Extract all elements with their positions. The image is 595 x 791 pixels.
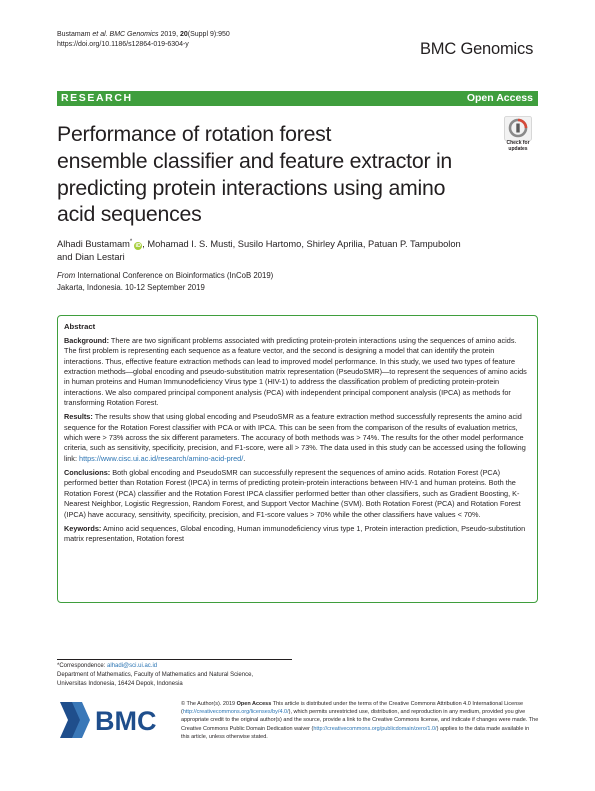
- license-text: ) applies to the data made available in this article, unless otherwise stated.: [181, 725, 530, 740]
- journal-name: BMC Genomics: [420, 40, 534, 58]
- title-line: ensemble classifier and feature extractor in: [57, 148, 453, 173]
- correspondence-line: [57, 662, 297, 671]
- abstract-box: [57, 315, 538, 603]
- citation-supplement: (Suppl 9):950: [187, 31, 230, 38]
- author-name: Alhadi Bustamam: [57, 239, 130, 250]
- abstract-results: [64, 412, 530, 464]
- open-access-label: Open Access: [466, 92, 533, 104]
- article-title: [57, 121, 497, 228]
- license-prefix: © The Author(s). 2019: [181, 701, 237, 707]
- results-end: .: [243, 453, 246, 463]
- affiliation-line: Universitas Indonesia, 16424 Depok, Indonesia: [57, 680, 183, 687]
- citation-line: [57, 30, 230, 40]
- keywords-label: Keywords:: [64, 523, 102, 533]
- abstract-conclusions: [64, 468, 530, 520]
- citation-volume: 20: [179, 31, 188, 38]
- license-text: This article is distributed under the terms of the Creative Commons Attribution 4.0 International License (: [181, 701, 524, 716]
- conference-name: International Conference on Bioinformatics (InCoB 2019): [75, 271, 274, 280]
- citation-authors: Bustamam: [57, 31, 93, 38]
- from-label: From: [57, 271, 76, 280]
- background-text: There are two significant problems associated with predicting protein-protein interactions using the sequences of amino acids. The first problem is representing each sequence as a feature vector, and the second is designing a model that can identify the protein interactions. Thus, effective feature extraction methods can lead to improved model performance. In this study, we used two types of feature extraction methods—global encoding and pseudo-substitution matrix representation (PseudoSMR)—to represent the sequences of amino acids in human proteins and Human Immunodeficiency Virus type 1 (HIV-1) to address the classification problem of predicting protein-protein interactions. We also compared principal component analysis (PCA) with independent principal component analysis (IPCA) as methods for transforming Rotation Forest.: [64, 336, 527, 408]
- author-names: , Mohamad I. S. Musti, Susilo Hartomo, Shirley Aprilia, Patuan P. Tampubolon: [142, 239, 461, 250]
- conference-location: Jakarta, Indonesia. 10-12 September 2019: [57, 282, 205, 292]
- results-text: The results show that using global encoding and PseudoSMR as a feature extraction method successfully represents the amino acid sequence for the Rotation Forest classifier with PCA or with IPCA. This can be seen from the comparison of the results of evaluation metrics, which were > 73% across the six different parameters. The accuracy of both methods was > 74%. The results for the other model performance criteria, such as sensitivity, specificity, precision, and F1-score, were all > 73%. The data used in this study can be accessed using the following link:: [64, 412, 526, 463]
- abstract-keywords: [64, 524, 530, 545]
- title-line: acid sequences: [57, 202, 202, 227]
- citation-journal: et al. BMC Genomics: [92, 31, 159, 38]
- license-statement: [181, 700, 539, 741]
- conclusions-text: Both global encoding and PseudoSMR can successfully represent the sequences of amino acids. Rotation Forest (PCA) performed better than Rotation Forest (IPCA) in terms of predicting protein-protein interactions between HIV-1 and human proteins. Both the Rotation Forest (PCA) classifier and the Rotation Forest IPCA classifier performed better than other classifiers, such as Gradient Boosting, K-Nearest Neighbor, Logistic Regression, Random Forest, and Support Vector Machine (SVM). Both Rotation Forest (PCA) and Rotation Forest (IPCA) have accuracy, sensitivity, specificity, precision, and F1-score values > 70% while the other classifiers have values < 70%.: [64, 468, 521, 519]
- doi-link[interactable]: https://doi.org/10.1186/s12864-019-6304-y: [57, 41, 189, 48]
- data-link[interactable]: https://www.cisc.ui.ac.id/research/amino-acid-pred/: [79, 453, 244, 463]
- background-label: Background:: [64, 336, 109, 345]
- abstract-title: Abstract: [64, 322, 96, 331]
- check-for-updates-button[interactable]: [500, 116, 536, 153]
- author-list: [57, 236, 527, 265]
- conclusions-label: Conclusions:: [64, 468, 111, 478]
- title-line: predicting protein interactions using amino: [57, 175, 446, 200]
- license-link[interactable]: http://creativecommons.org/licenses/by/4.0/: [182, 709, 289, 716]
- abstract-body: [64, 336, 530, 549]
- author-line: and Dian Lestari: [57, 252, 125, 263]
- bmc-logo: [58, 700, 173, 740]
- affiliation-line: Department of Mathematics, Faculty of Mathematics and Natural Science,: [57, 671, 254, 678]
- conference-line: [57, 270, 527, 282]
- title-line: Performance of rotation forest: [57, 122, 332, 146]
- correspondence: [57, 662, 297, 688]
- article-type-label: RESEARCH: [61, 92, 133, 104]
- keywords-text: Amino acid sequences, Global encoding, Human immunodeficiency virus type 1, Protein interaction prediction, Pseudo-substitution matrix representation, Rotation forest: [64, 523, 526, 544]
- citation-header: [57, 30, 230, 50]
- footnote-divider: [57, 659, 292, 660]
- check-for-updates-line2: updates: [508, 146, 528, 152]
- correspondence-label: *Correspondence:: [57, 663, 108, 669]
- citation-year: 2019,: [158, 31, 180, 38]
- check-for-updates-text: [500, 140, 536, 152]
- corresponding-author-mark: *: [129, 239, 133, 245]
- public-domain-link[interactable]: http://creativecommons.org/publicdomain/zero/1.0/: [313, 725, 437, 732]
- author-line: [57, 236, 527, 251]
- abstract-background: [64, 336, 530, 408]
- bmc-logo-mark: [60, 702, 90, 738]
- orcid-icon[interactable]: iD: [135, 243, 141, 250]
- license-text: ), which permits unrestricted use, distribution, and reproduction in any medium, provided you give appropriate credit to the original author(s) and the source, provide a link to the Creative Commons license, and indicate if changes were made. The Creative Commons Public Domain Dedication waiver (: [181, 709, 539, 732]
- conference-info: [57, 270, 527, 293]
- check-for-updates-icon: [504, 116, 532, 141]
- correspondence-email[interactable]: alhadi@sci.ui.ac.id: [107, 663, 158, 669]
- check-for-updates-line1: Check for: [506, 140, 530, 146]
- article-type-banner: [57, 91, 538, 106]
- bmc-logo-text: BMC: [95, 706, 157, 736]
- results-label: Results:: [64, 412, 93, 422]
- license-open-access: Open Access: [236, 701, 272, 707]
